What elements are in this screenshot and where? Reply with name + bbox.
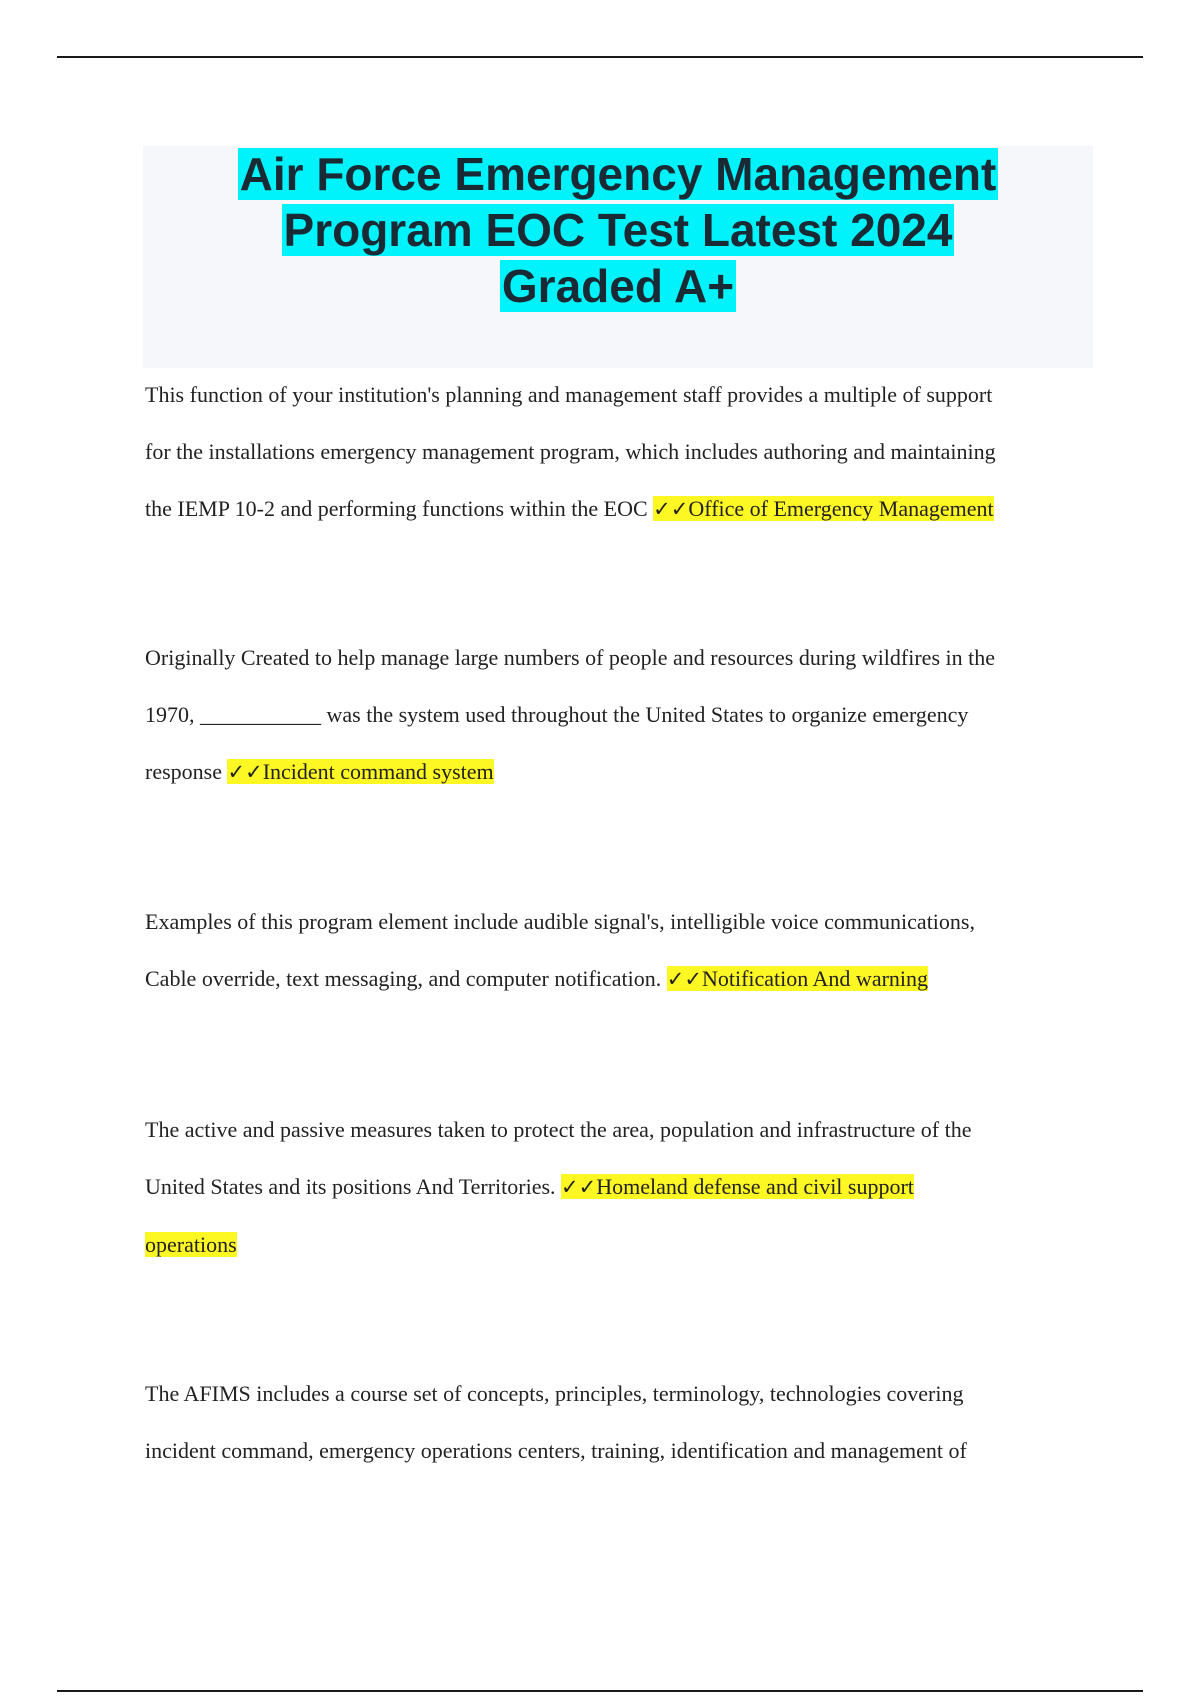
question-2 bbox=[145, 629, 1085, 801]
question-2-line-1: Originally Created to help manage large numbers of people and resources during wildfires in the bbox=[145, 645, 995, 670]
question-4-line-3 bbox=[145, 1216, 1085, 1273]
question-1-line-3: the IEMP 10-2 and performing functions within the EOC ✓✓Office of Emergency Management bbox=[145, 496, 994, 521]
question-3-line-1: Examples of this program element include audible signal's, intelligible voice communications, bbox=[145, 909, 975, 934]
question-4-line-1: The active and passive measures taken to protect the area, population and infrastructure of the bbox=[145, 1117, 972, 1142]
answer-4: ✓✓Homeland defense and civil support bbox=[561, 1174, 914, 1199]
footer-rule bbox=[57, 1690, 1143, 1692]
question-2-line-3: response ✓✓Incident command system bbox=[145, 759, 494, 784]
question-3-line-2: Cable override, text messaging, and computer notification. ✓✓Notification And warning bbox=[145, 966, 929, 991]
question-5-line-2: incident command, emergency operations centers, training, identification and management of bbox=[145, 1438, 967, 1463]
title-line-3: Graded A+ bbox=[501, 260, 735, 312]
question-4 bbox=[145, 1101, 1085, 1273]
check-icon: ✓✓ bbox=[561, 1175, 597, 1199]
question-3 bbox=[145, 893, 1085, 1008]
answer-3: ✓✓Notification And warning bbox=[666, 966, 929, 991]
question-2-line-2: 1970, ___________ was the system used throughout the United States to organize emergency bbox=[145, 702, 969, 727]
title-block bbox=[143, 146, 1093, 368]
title-line-1: Air Force Emergency Management bbox=[239, 148, 997, 200]
check-icon: ✓✓ bbox=[653, 497, 689, 521]
question-5-line-1: The AFIMS includes a course set of concepts, principles, terminology, technologies covering bbox=[145, 1381, 964, 1406]
question-1-line-1: This function of your institution's planning and management staff provides a multiple of support bbox=[145, 382, 993, 407]
answer-1: ✓✓Office of Emergency Management bbox=[653, 496, 994, 521]
question-1-line-2: for the installations emergency management program, which includes authoring and maintaining bbox=[145, 439, 996, 464]
question-5 bbox=[145, 1365, 1085, 1479]
question-4-line-2: United States and its positions And Territories. ✓✓Homeland defense and civil support bbox=[145, 1174, 914, 1199]
answer-4-continued: operations bbox=[145, 1232, 237, 1257]
answer-2: ✓✓Incident command system bbox=[227, 759, 494, 784]
document-title bbox=[143, 146, 1093, 314]
check-icon: ✓✓ bbox=[227, 760, 263, 784]
header-rule bbox=[57, 56, 1143, 58]
question-1 bbox=[145, 366, 1085, 538]
title-line-2: Program EOC Test Latest 2024 bbox=[283, 204, 953, 256]
check-icon: ✓✓ bbox=[666, 967, 702, 991]
